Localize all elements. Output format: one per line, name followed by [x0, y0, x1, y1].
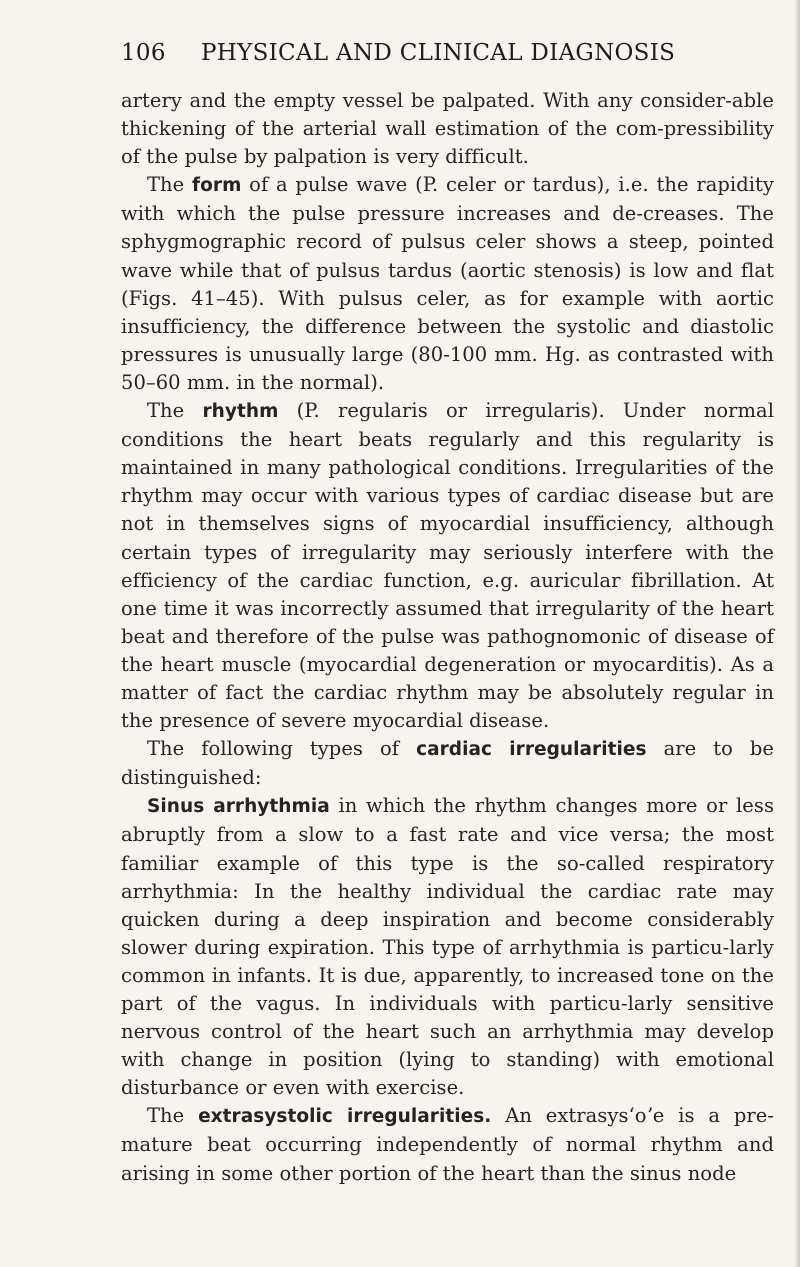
term-extrasystolic-irregularities: extrasystolic irregularities. [198, 1106, 492, 1128]
paragraph-sinus-arrhythmia [121, 792, 774, 1102]
paragraph-text: An extrasys‘oʼe is a pre-mature beat occurring independently of normal rhythm and arising in some other portion of the heart than the sinus node [121, 1104, 774, 1185]
paragraph-lead: The [147, 173, 193, 197]
paragraph-rhythm [121, 397, 774, 735]
paragraph-lead: The [147, 1104, 199, 1128]
paragraph-text: of a pulse wave (P. celer or tardus), i.e. the rapidity with which the pulse pressure increases and de-creases. The sphygmographic record of pulsus celer shows a steep, pointed wave while that of pulsus tardus (aortic stenosis) is low and flat (Figs. 41–45). With pulsus celer, as for example with aortic insufficiency, the difference between the systolic and diastolic pressures is unusually large (80-100 mm. Hg. as contrasted with 50–60 mm. in the normal). [121, 173, 774, 394]
paragraph-irregularities [121, 735, 774, 792]
term-sinus-arrhythmia: Sinus arrhythmia [147, 796, 330, 818]
body-text [121, 87, 774, 1188]
paragraph-text: (P. regularis or irregularis). Under normal conditions the heart beats regularly and this regularity is maintained in many pathological conditions. Irregularities of the rhythm may occur with various types of cardiac disease but are not in themselves signs of myocardial insufficiency, although certain types of irregularity may seriously interfere with the efficiency of the cardiac function, e.g. auricular fibrillation. At one time it was incorrectly assumed that irregularity of the heart beat and therefore of the pulse was pathognomonic of disease of the heart muscle (myocardial degeneration or myocarditis). As a matter of fact the cardiac rhythm may be absolutely regular in the presence of severe myocardial disease. [121, 399, 774, 733]
paragraph-lead: The following types of [147, 737, 417, 761]
page-number: 106 [121, 40, 166, 66]
paragraph-pulse-form [121, 171, 774, 397]
term-rhythm: rhythm [202, 401, 279, 423]
paragraph-text: are to be distinguished: [121, 737, 775, 790]
paragraph-extrasystolic [121, 1102, 774, 1187]
running-title: PHYSICAL AND CLINICAL DIAGNOSIS [201, 40, 676, 66]
term-cardiac-irregularities: cardiac irregularities [416, 739, 647, 761]
paragraph-continuation [121, 87, 774, 171]
paragraph-lead: The [147, 399, 203, 423]
page-edge-shadow [794, 0, 800, 1267]
paragraph-text: artery and the empty vessel be palpated. With any consider-able thickening of the arterial wall estimation of the com-pressibility of the pulse by palpation is very difficult. [121, 89, 774, 169]
term-form: form [192, 175, 242, 197]
paragraph-text: in which the rhythm changes more or less abruptly from a slow to a fast rate and vice versa; the most familiar example of this type is the so-called respiratory arrhythmia: In the healthy individual the cardiac rate may quicken during a deep inspiration and become considerably slower during expiration. This type of arrhythmia is particu-larly common in infants. It is due, apparently, to increased tone on the part of the vagus. In individuals with particu-larly sensitive nervous control of the heart such an arrhythmia may develop with change in position (lying to standing) with emotional disturbance or even with exercise. [121, 794, 774, 1100]
running-head [121, 40, 681, 80]
